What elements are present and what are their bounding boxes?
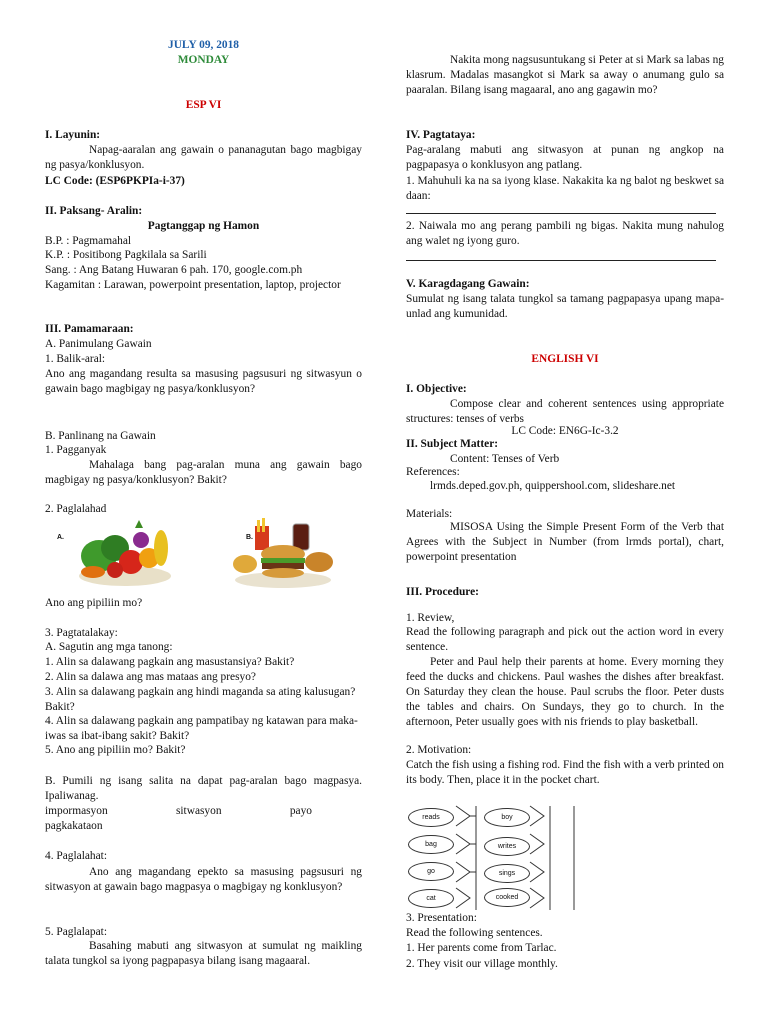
paglalahat-text: Ano ang magandang epekto sa masusing pagsusuri ng sitwasyon at gawain bago magpasya o magbigay ng konklusyon?	[45, 866, 362, 893]
procedure-heading: III. Procedure:	[406, 586, 479, 598]
fish-card[interactable]: writes	[484, 837, 530, 856]
karagdagang-text: Sumulat ng isang talata tungkol sa tamang pagpapasya upang mapa-unlad ang kumunidad.	[406, 293, 724, 320]
fish-card[interactable]: bag	[408, 835, 454, 854]
presentation-label: 3. Presentation:	[406, 912, 477, 924]
pagtataya-item-2: 2. Naiwala mo ang perang pambili ng bigas. Nakita mung nahulog ang walet ng iyong guro.	[406, 220, 724, 247]
materials-text: MISOSA Using the Simple Present Form of the Verb that Agrees with the Subject in Number (from lrmds portal), chart, powerpoint presentation	[406, 521, 724, 563]
date: JULY 09, 2018	[168, 39, 239, 51]
nakita-situation: Nakita mong nagsusuntukang si Peter at si Mark sa labas ng klasrum. Madalas masangkot si Mark sa away o anumang gulo sa paaralan. Bilang isang magaaral, ano ang gagawin mo?	[406, 54, 724, 96]
pipiliin-question: Ano ang pipiliin mo?	[45, 597, 143, 609]
english-lc-code: LC Code: EN6G-Ic-3.2	[511, 425, 619, 437]
fish-card[interactable]: go	[408, 862, 454, 881]
review-paragraph: Peter and Paul help their parents at home. Every morning they feed the ducks and chickens. Paul washes the dishes after breakfast. On Saturday they clean the house. Paul scrubs the floor. Peter dusts the tables and chairs. On Sundays, they go to church. In the afternoon, Peter usually goes with nis friends to play basketball.	[406, 656, 724, 728]
answer-line-2	[406, 260, 716, 261]
sagutin: A. Sagutin ang mga tanong:	[45, 641, 173, 653]
review-label: 1. Review,	[406, 612, 455, 624]
references-text: lrmds.deped.gov.ph, quippershool.com, slideshare.net	[430, 480, 676, 492]
pagtatalakay: 3. Pagtatalakay:	[45, 627, 118, 639]
question-5: 5. Ano ang pipiliin mo? Bakit?	[45, 744, 186, 756]
pumili-instruction: B. Pumili ng isang salita na dapat pag-aralan bago magpasya. Ipaliwanag.	[45, 775, 362, 802]
fish-card[interactable]: cooked	[484, 888, 530, 907]
presentation-text: Read the following sentences.	[406, 927, 543, 939]
materials-label: Materials:	[406, 508, 453, 520]
paglalapat-text: Basahing mabuti ang sitwasyon at sumulat ng maikling talata tungkol sa iyong pagpapasya bilang isang magaaral.	[45, 940, 362, 967]
question-4: 4. Alin sa dalawang pagkain ang pampatibay ng katawan para maka-iwas sa ibat-ibang sakit? Bakit?	[45, 715, 358, 742]
fish-card[interactable]: cat	[408, 889, 454, 908]
esp-title: ESP VI	[185, 99, 222, 111]
pocket-chart	[406, 804, 581, 912]
english-title: ENGLISH VI	[531, 353, 599, 365]
word-choices	[45, 804, 362, 819]
pagtataya-heading: IV. Pagtataya:	[406, 129, 476, 141]
layunin-text: Napag-aaralan ang gawain o pananagutan bago magbigay ng pasya/konklusyon.	[45, 144, 362, 171]
word-choice: pagkakataon	[45, 820, 103, 832]
motivation-label: 2. Motivation:	[406, 744, 472, 756]
question-1: 1. Alin sa dalawang pagkain ang masustansiya? Bakit?	[45, 656, 295, 668]
day: MONDAY	[177, 54, 230, 66]
paglalahad: 2. Paglalahad	[45, 503, 107, 515]
question-2: 2. Alin sa dalawa ang mas mataas ang presyo?	[45, 671, 256, 683]
pagtataya-item-1: 1. Mahuhuli ka na sa iyong klase. Nakakita ka ng balot ng beskwet sa daan:	[406, 175, 724, 202]
image-a-label: A.	[57, 534, 64, 541]
word-choice: impormasyon	[45, 805, 108, 817]
fish-card[interactable]: sings	[484, 864, 530, 883]
kagamitan-line: Kagamitan : Larawan, powerpoint presentation, laptop, projector	[45, 279, 341, 291]
panimulang-gawain: A. Panimulang Gawain	[45, 338, 152, 350]
esp-lc-code: LC Code: (ESP6PKPIa-i-37)	[45, 175, 185, 187]
pagtataya-text: Pag-aralang mabuti ang sitwasyon at punan ng angkop na pagpapasya o konklusyon ang patlang.	[406, 144, 724, 171]
sentence-2: 2. They visit our village monthly.	[406, 958, 558, 970]
motivation-text: Catch the fish using a fishing rod. Find the fish with a verb printed on its body. Then, place it in the pocket chart.	[406, 759, 724, 786]
pagganyak: 1. Pagganyak	[45, 444, 107, 456]
objective-heading: I. Objective:	[406, 383, 467, 395]
panlinang-gawain: B. Panlinang na Gawain	[45, 430, 156, 442]
question-3: 3. Alin sa dalawang pagkain ang hindi maganda sa ating kalusugan? Bakit?	[45, 686, 356, 713]
kp-line: K.P. : Positibong Pagkilala sa Sarili	[45, 249, 207, 261]
vegetables-image	[75, 518, 175, 590]
balik-aral-text: Ano ang magandang resulta sa masusing pagsusuri ng sitwasyun o gawain bago magbigay ng pasya/konklusyon?	[45, 368, 362, 395]
references-label: References:	[406, 466, 460, 478]
paglalapat: 5. Paglalapat:	[45, 926, 107, 938]
sang-line: Sang. : Ang Batang Huwaran 6 pah. 170, google.com.ph	[45, 264, 303, 276]
objective-text: Compose clear and coherent sentences using appropriate structures: tenses of verbs	[406, 398, 724, 425]
content-line: Content: Tenses of Verb	[450, 453, 560, 465]
answer-line-1	[406, 213, 716, 214]
paksang-title: Pagtanggap ng Hamon	[147, 220, 260, 232]
pamamaraan-heading: III. Pamamaraan:	[45, 323, 134, 335]
pagganyak-text: Mahalaga bang pag-aralan muna ang gawain bago magbigay ng pasya/konklusyon? Bakit?	[45, 459, 362, 486]
balik-aral: 1. Balik-aral:	[45, 353, 106, 365]
paglalahat: 4. Paglalahat:	[45, 850, 107, 862]
layunin-heading: I. Layunin:	[45, 129, 101, 141]
review-text: Read the following paragraph and pick out the action word in every sentence.	[406, 626, 724, 653]
sentence-1: 1. Her parents come from Tarlac.	[406, 942, 557, 954]
junk-food-image	[231, 518, 336, 590]
word-choice: sitwasyon	[175, 805, 222, 817]
image-b-label: B.	[246, 534, 253, 541]
fish-card[interactable]: boy	[484, 808, 530, 827]
bp-line: B.P. : Pagmamahal	[45, 235, 132, 247]
paksang-heading: II. Paksang- Aralin:	[45, 205, 143, 217]
subject-heading: II. Subject Matter:	[406, 438, 499, 450]
fish-card[interactable]: reads	[408, 808, 454, 827]
word-choice: payo	[289, 805, 312, 817]
karagdagang-heading: V. Karagdagang Gawain:	[406, 278, 530, 290]
